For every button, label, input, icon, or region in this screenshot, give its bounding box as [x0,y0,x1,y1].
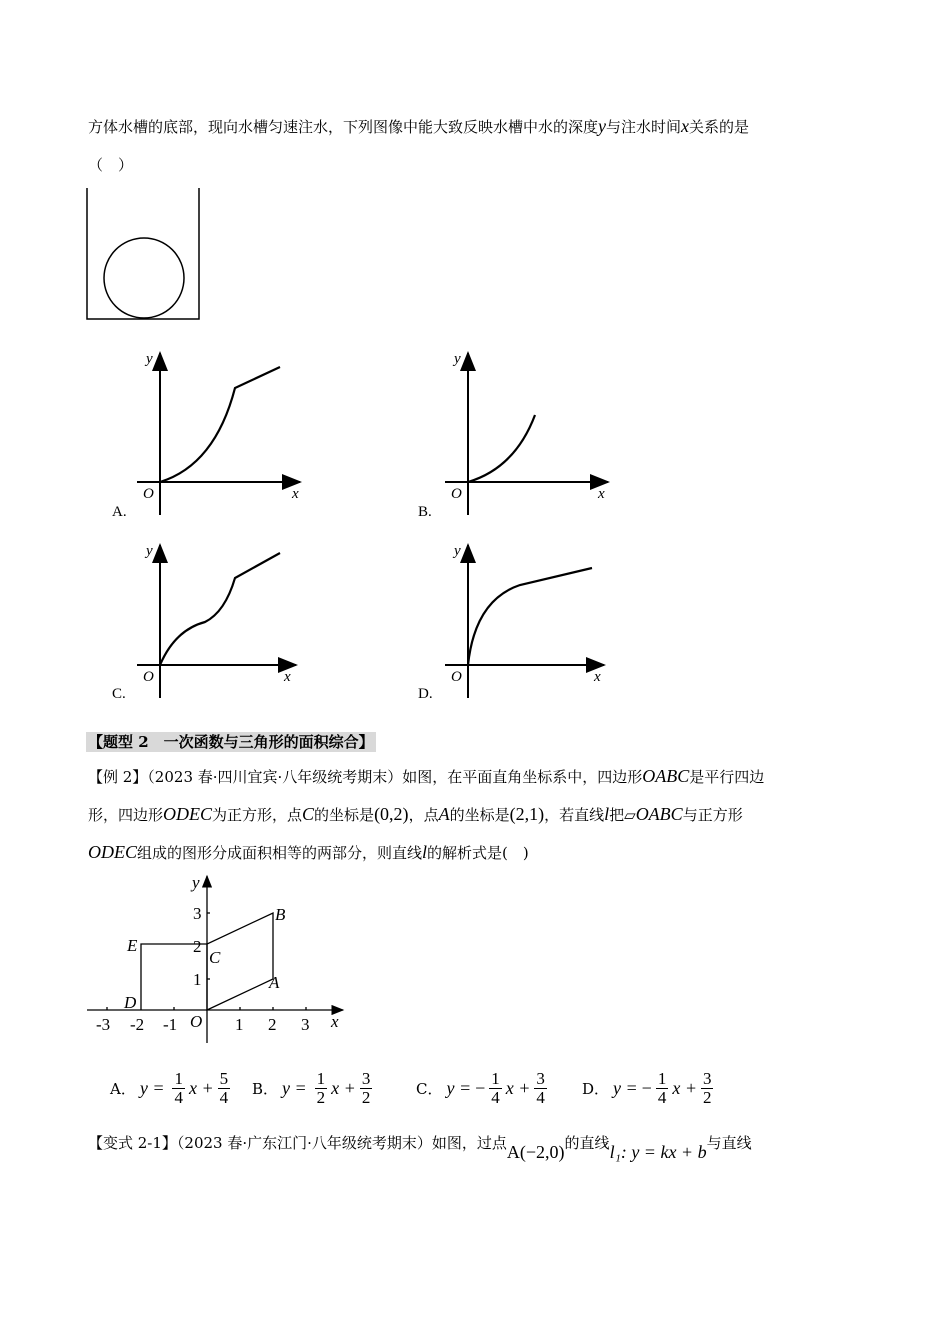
svg-text:x: x [594,669,601,685]
svg-text:-2: -2 [130,1015,145,1034]
svg-text:A: A [269,973,280,992]
svg-text:x: x [598,486,605,502]
graph-axes [137,353,608,698]
svg-text:O: O [190,1012,203,1031]
curve-b [468,415,535,482]
example-2-line1: 【例 2】（2023 春·四川宜宾·八年级统考期末）如图，在平面直角坐标系中，四边形OABC是平行四边 [88,766,765,786]
svg-text:C: C [209,948,221,967]
answer-paren: （ ） [88,156,134,174]
svg-text:y: y [146,351,153,367]
svg-text:2: 2 [268,1015,277,1034]
variant-2-1: 【变式 2-1】（2023 春·广东江门·八年级统考期末）如图，过点A(−2,0)的直线l₁: y = kx + b与直线 [88,1134,752,1162]
svg-text:3: 3 [301,1015,310,1034]
svg-text:y: y [454,351,461,367]
svg-text:D: D [124,993,137,1012]
svg-text:B.: B. [418,504,432,520]
svg-text:A.: A. [112,504,127,520]
svg-text:-1: -1 [163,1015,178,1034]
svg-text:O: O [143,669,154,685]
question-text: 方体水槽的底部，现向水槽匀速注水，下列图像中能大致反映水槽中水的深度y与注水时间x关系的是 [88,116,750,136]
svg-text:O: O [143,486,154,502]
svg-text:y: y [146,543,153,559]
svg-text:y: y [192,873,200,892]
svg-text:1: 1 [193,970,202,989]
svg-text:O: O [451,669,462,685]
svg-text:D.: D. [418,686,433,702]
graph-curves [160,367,592,665]
curve-c [160,553,280,665]
curve-d [468,568,592,665]
tank-diagram [87,188,199,319]
svg-text:2: 2 [193,937,202,956]
svg-text:B: B [275,905,286,924]
graph-labels [143,351,605,685]
svg-text:3: 3 [193,904,202,923]
svg-text:x: x [292,486,299,502]
section-title: 【题型 2 一次函数与三角形的面积综合】 [88,733,374,751]
svg-text:C.: C. [112,686,126,702]
svg-text:x: x [331,1012,339,1031]
example-2-line2: 形，四边形ODEC为正方形，点C的坐标是(0,2)，点A的坐标是(2,1)，若直线l把▱OABC与正方形 [88,804,743,824]
svg-text:-3: -3 [96,1015,111,1034]
svg-text:1: 1 [235,1015,244,1034]
curve-a [160,367,280,482]
option-d[interactable]: D． y = − $\frac{1}{4}$ x + $\frac{3}{2}$ [582,1069,712,1107]
option-a[interactable]: A． y = $\frac{1}{4}$ x + $\frac{5}{4}$ [110,1069,229,1107]
coordinate-figure [87,873,343,1043]
option-c[interactable]: C． y = − $\frac{1}{4}$ x + $\frac{3}{4}$ [416,1069,545,1107]
example-2-line3: ODEC组成的图形分成面积相等的两部分，则直线l的解析式是( ) [88,842,529,862]
svg-text:x: x [284,669,291,685]
svg-text:E: E [127,936,138,955]
svg-text:O: O [451,486,462,502]
option-b[interactable]: B． y = $\frac{1}{2}$ x + $\frac{3}{2}$ [252,1069,371,1107]
svg-text:y: y [454,543,461,559]
